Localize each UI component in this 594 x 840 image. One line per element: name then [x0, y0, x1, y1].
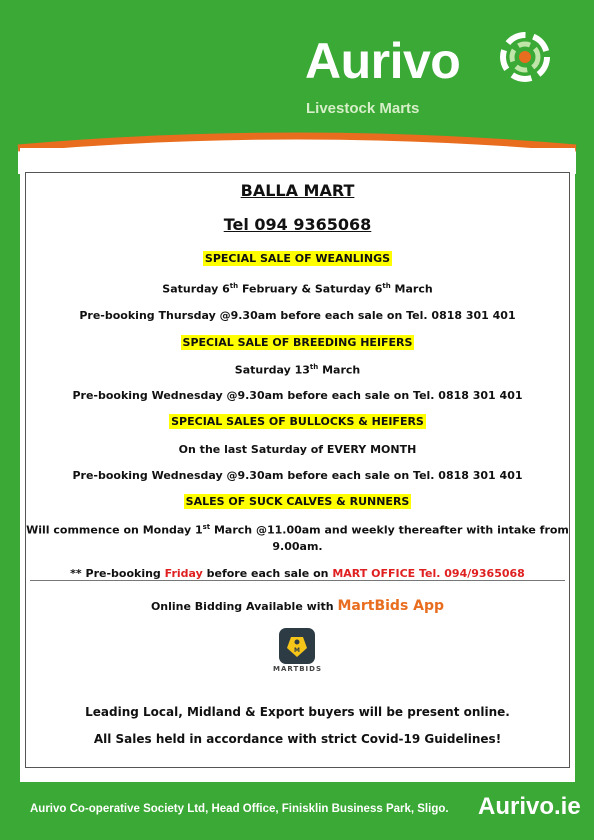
online-bidding: Online Bidding Available with MartBids App [150, 598, 445, 614]
section-detail-cont: 9.00am. [272, 540, 323, 553]
section-date: On the last Saturday of EVERY MONTH [178, 443, 417, 456]
martbids-icon-label: MARTBIDS [272, 665, 323, 673]
section-date: Saturday 13th March [234, 363, 361, 377]
section-heading: SPECIAL SALE OF BREEDING HEIFERS [182, 336, 413, 349]
section-prebook: Pre-booking Wednesday @9.30am before each sale on Tel. 0818 301 401 [72, 389, 523, 402]
martbids-app-link[interactable]: MartBids App [337, 598, 445, 614]
divider [30, 580, 565, 581]
section-heading: SPECIAL SALE OF WEANLINGS [204, 252, 391, 265]
prebook-note: ** Pre-booking Friday before each sale on MART OFFICE Tel. 094/9365068 [70, 567, 525, 580]
mart-name: BALLA MART [240, 181, 355, 200]
content-box [25, 172, 570, 768]
section-prebook: Pre-booking Thursday @9.30am before each sale on Tel. 0818 301 401 [79, 309, 516, 322]
footer-address: Aurivo Co-operative Society Ltd, Head Office, Finisklin Business Park, Sligo. [30, 803, 449, 815]
logo-subtitle: Livestock Marts [306, 100, 420, 117]
martbids-app-icon[interactable] [279, 628, 315, 664]
section-date: Saturday 6th February & Saturday 6th March [162, 282, 433, 296]
svg-text:M: M [294, 647, 300, 654]
section-detail: Will commence on Monday 1st March @11.00am and weekly thereafter with intake from [26, 523, 569, 537]
section-prebook: Pre-booking Wednesday @9.30am before each sale on Tel. 0818 301 401 [72, 469, 523, 482]
closing-line-1: Leading Local, Midland & Export buyers will be present online. [85, 705, 510, 719]
aurivo-logo [305, 33, 461, 89]
logo-wordmark: Aurivo [305, 33, 461, 89]
footer-website[interactable]: Aurivo.ie [478, 793, 581, 820]
section-heading: SPECIAL SALES OF BULLOCKS & HEIFERS [171, 415, 424, 428]
closing-line-2: All Sales held in accordance with strict Covid-19 Guidelines! [93, 732, 502, 746]
aurivo-swirl-icon [500, 32, 550, 82]
mart-tel: Tel 094 9365068 [223, 215, 372, 234]
section-heading: SALES OF SUCK CALVES & RUNNERS [185, 495, 410, 508]
